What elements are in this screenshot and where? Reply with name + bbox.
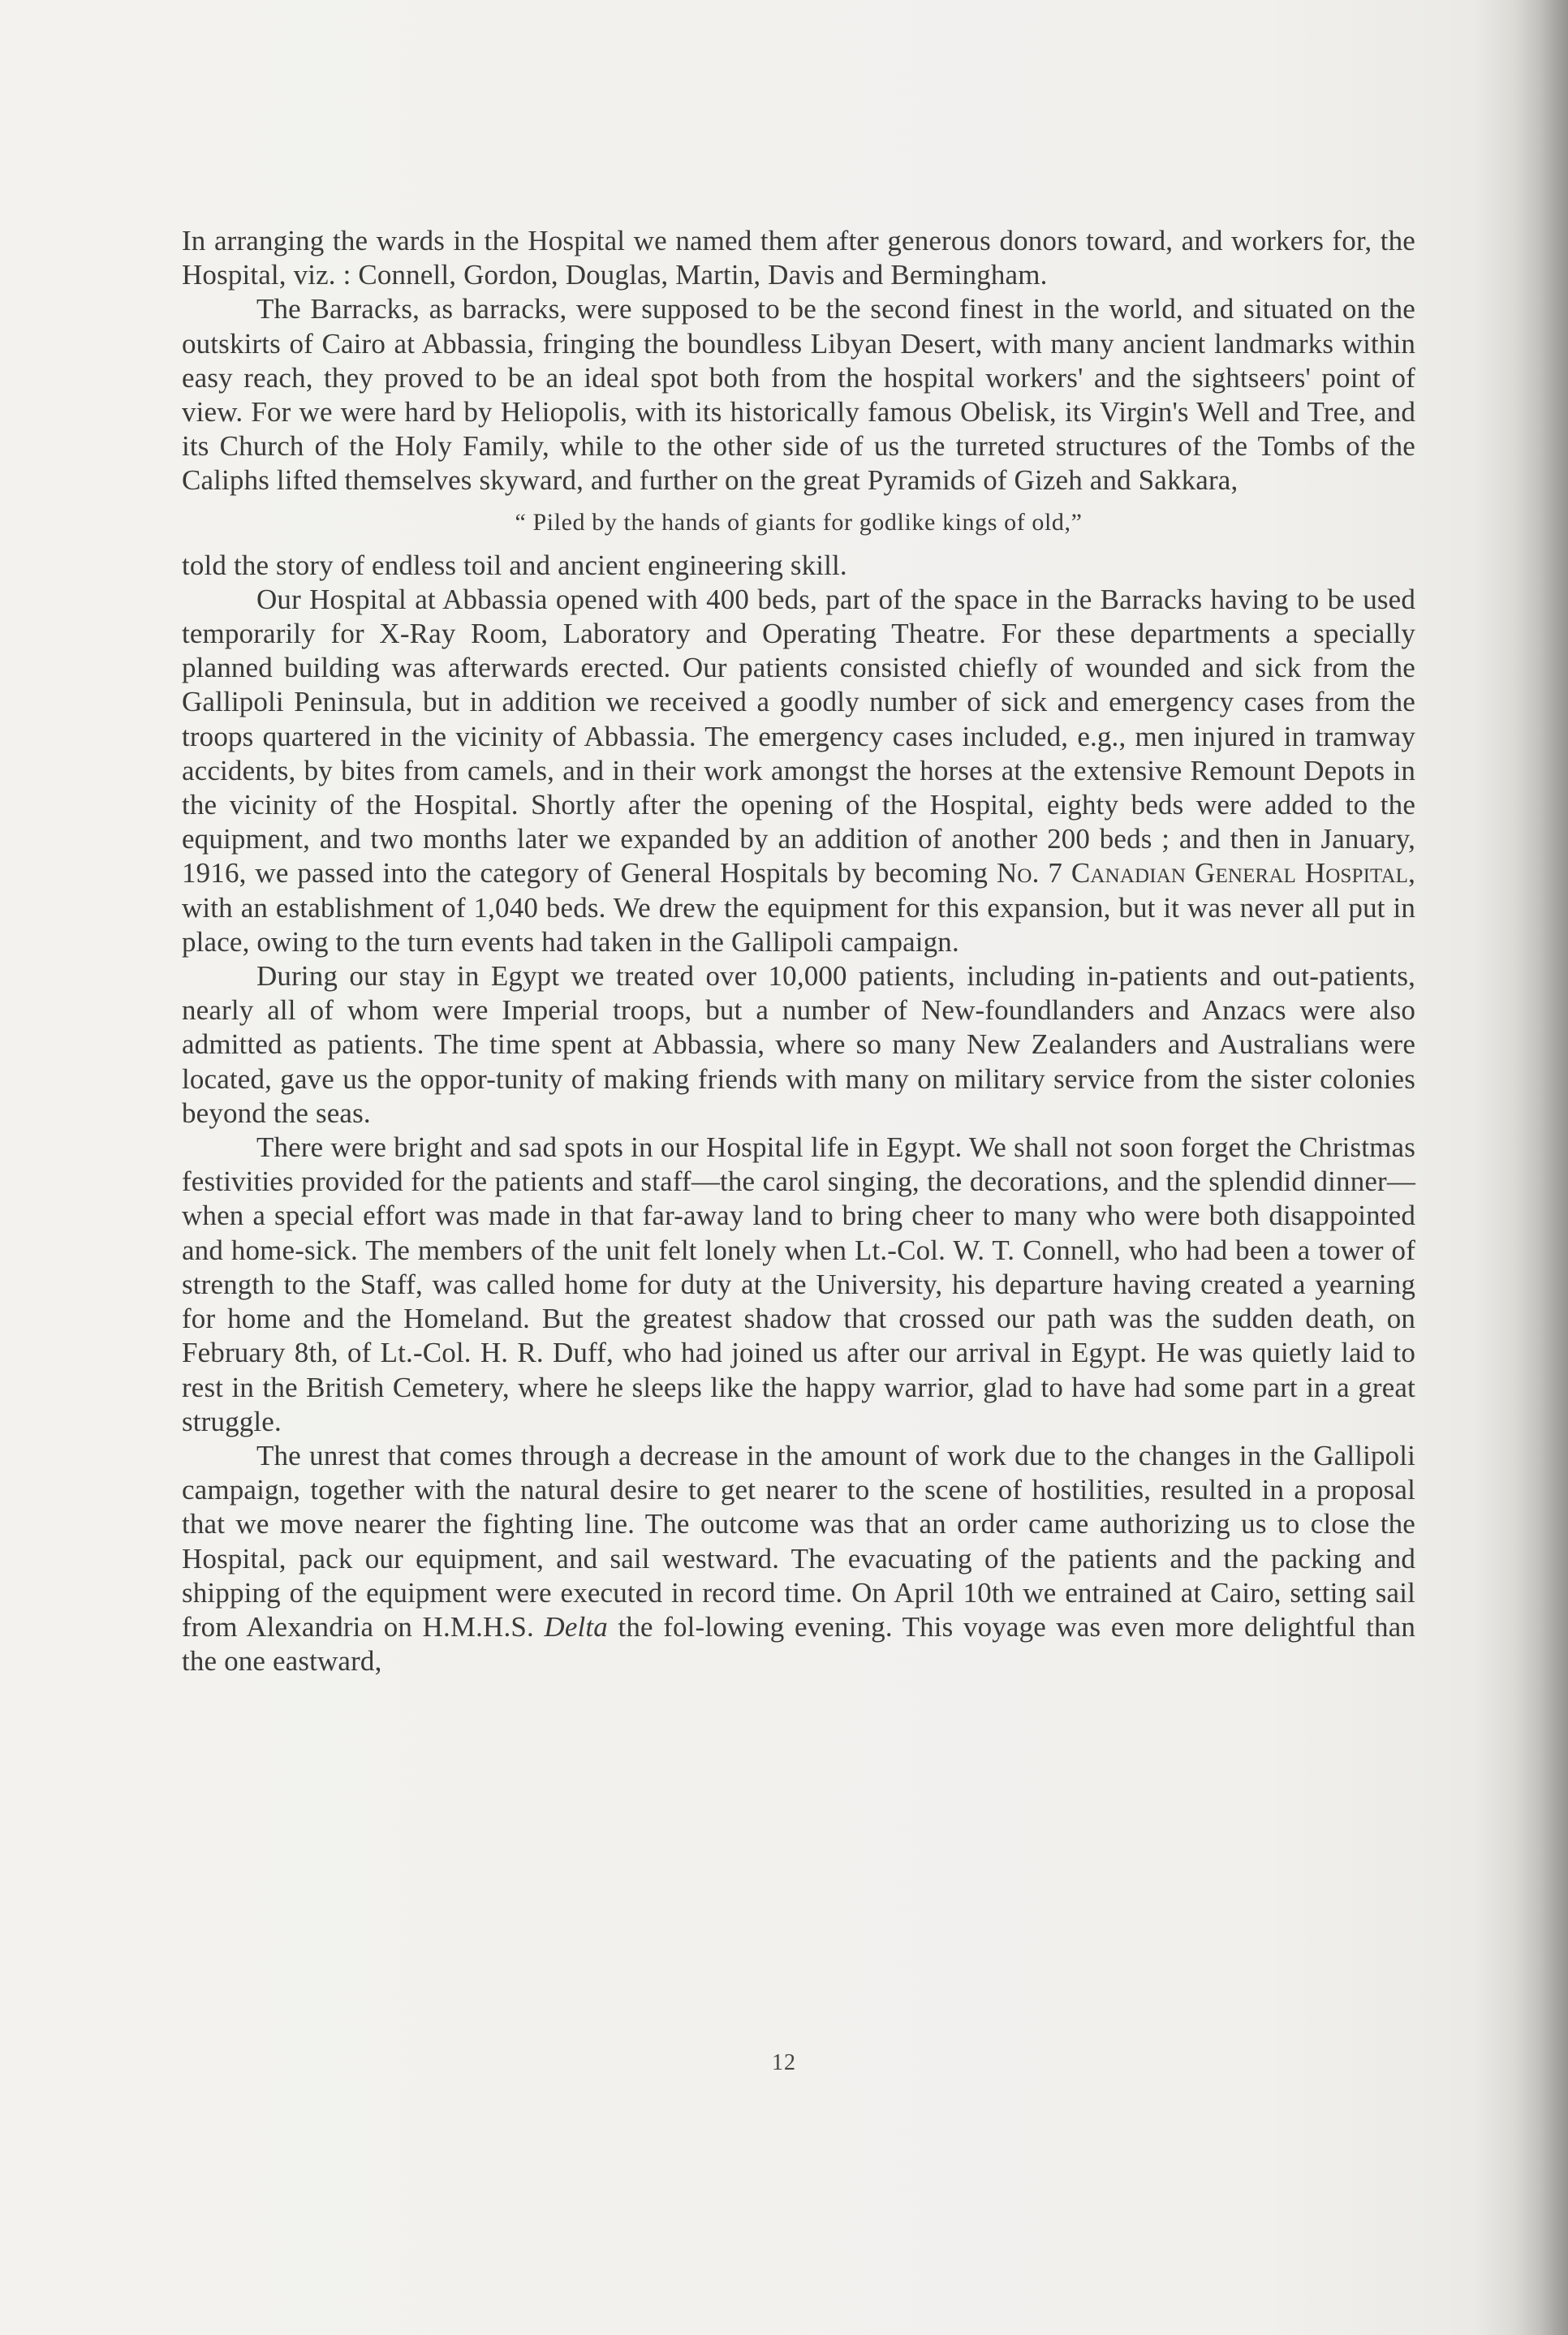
paragraph-hospital-opening-tail: with an establishment of 1,040 beds. We drew the equipment for this expansion, but it was never all put in place, owing to the turn events had taken in the Gallipoli campaign. — [182, 891, 1415, 958]
ship-name-italic: Delta — [544, 1610, 608, 1643]
paragraph-unrest — [182, 1439, 1415, 1678]
paragraph-hospital-opening-text: Our Hospital at Abbassia opened with 400 beds, part of the space in the Barracks having to be used temporarily for X-Ray Room, Laboratory and Operating Theatre. For these departments a specially planned building was afterwards erected. Our patients consisted chiefly of wounded and sick from the Gallipoli Peninsula, but in addition we received a goodly number of sick and emergency cases from the troops quartered in the vicinity of Abbassia. The emergency cases included, e.g., men injured in tramway accidents, by bites from camels, and in their work amongst the horses at the extensive Remount Depots in the vicinity of the Hospital. Shortly after the opening of the Hospital, eighty beds were added to the equipment, and two months later we expanded by an addition of another 200 beds ; and then in January, 1916, we passed into the category of General Hospitals by becoming — [182, 583, 1415, 890]
paragraph-wards: In arranging the wards in the Hospital we named them after generous donors toward, and workers for, the Hospital, viz. : Connell, Gordon, Douglas, Martin, Davis and Bermingham. — [182, 225, 1415, 291]
body-text — [182, 224, 1415, 1678]
paragraph-story: told the story of endless toil and ancient engineering skill. — [182, 549, 847, 581]
paragraph-unrest-text: The unrest that comes through a decrease in the amount of work due to the changes in the Gallipoli campaign, together with the natural desire to get nearer to the scene of hostilities, resulted in a proposal that we move nearer the fighting line. The outcome was that an order came authorizing us to close the Hospital, pack our equipment, and sail westward. The evacuating of the patients and the packing and shipping of the equipment were executed in record time. On April 10th we entrained at Cairo, setting sail from Alexandria on H.M.H.S. — [182, 1439, 1415, 1643]
hospital-name-smallcaps: No. 7 Canadian General Hospital, — [996, 857, 1415, 890]
paragraph-egypt-stay: During our stay in Egypt we treated over 10,000 patients, including in-patients and out-patients, nearly all of whom were Imperial troops, but a number of New-foundlanders and Anzacs were also admitted as patients. The time spent at Abbassia, where so many New Zealanders and Australians were located, gave us the oppor-tunity of making friends with many on military service from the sister colonies beyond the seas. — [182, 960, 1415, 1129]
paragraph-hospital-opening — [182, 583, 1415, 959]
paragraph-unrest-tail: the fol-lowing evening. This voyage was even more delightful than the one eastward, — [182, 1610, 1416, 1678]
poem-quote: “ Piled by the hands of giants for godlike kings of old,” — [515, 508, 1083, 536]
paragraph-bright-sad: There were bright and sad spots in our Hospital life in Egypt. We shall not soon forget the Christmas festivities provided for the patients and staff—the carol singing, the decorations, and the splendid dinner—when a special effort was made in that far-away land to bring cheer to many who were both disappointed and home-sick. The members of the unit felt lonely when Lt.-Col. W. T. Connell, who had been a tower of strength to the Staff, was called home for duty at the University, his departure having created a yearning for home and the Homeland. But the greatest shadow that crossed our path was the sudden death, on February 8th, of Lt.-Col. H. R. Duff, who had joined us after our arrival in Egypt. He was quietly laid to rest in the British Cemetery, where he sleeps like the happy warrior, glad to have had some part in a great struggle. — [182, 1131, 1415, 1437]
page-number: 12 — [772, 2050, 796, 2075]
binding-shadow — [1511, 0, 1568, 2335]
paragraph-barracks: The Barracks, as barracks, were supposed to be the second finest in the world, and situated on the outskirts of Cairo at Abbassia, fringing the boundless Libyan Desert, with many ancient landmarks within easy reach, they proved to be an ideal spot both from the hospital workers' and the sightseers' point of view. For we were hard by Heliopolis, with its historically famous Obelisk, its Virgin's Well and Tree, and its Church of the Holy Family, while to the other side of us the turreted structures of the Tombs of the Caliphs lifted themselves skyward, and further on the great Pyramids of Gizeh and Sakkara, — [182, 293, 1415, 497]
